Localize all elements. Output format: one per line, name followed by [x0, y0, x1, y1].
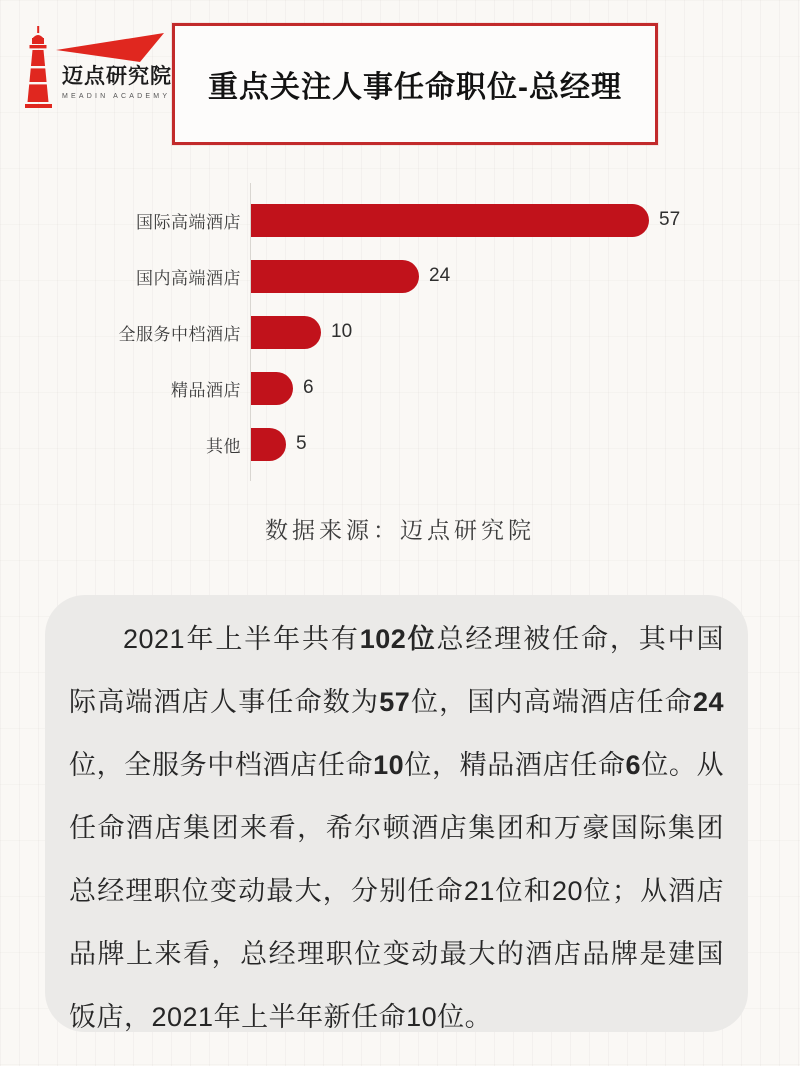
chart-row — [0, 304, 800, 360]
chart-row — [0, 248, 800, 304]
summary-bold-number: 6 — [625, 750, 642, 780]
summary-paragraph — [69, 608, 724, 1049]
bar — [251, 260, 419, 293]
brand-subtitle: MEADIN ACADEMY — [62, 93, 171, 100]
summary-text-run: 2021年上半年共有 — [123, 624, 360, 654]
bar-track — [250, 204, 800, 237]
summary-text-run: 位，国内高端酒店任命 — [410, 687, 693, 717]
value-label: 5 — [296, 433, 307, 454]
chart-row — [0, 192, 800, 248]
summary-text-run: 位，全服务中档酒店任命 — [69, 750, 374, 780]
value-label: 10 — [331, 321, 353, 342]
bar-chart — [0, 183, 800, 481]
bar — [251, 372, 293, 405]
bar — [251, 428, 286, 461]
data-source-caption: 数据来源：迈点研究院 — [265, 518, 535, 544]
category-label: 其他 — [206, 436, 241, 456]
summary-bold-number: 102位 — [359, 624, 437, 654]
brand-text — [62, 60, 172, 100]
bar-track — [250, 428, 800, 461]
summary-bold-number: 10 — [373, 750, 405, 780]
category-label: 全服务中档酒店 — [118, 324, 241, 344]
bar-track — [250, 316, 800, 349]
summary-text-run: 位。从任命酒店集团来看，希尔顿酒店集团和万豪国际集团总经理职位变动最大，分别任命21位和20位；从酒店品牌上来看，总经理职位变动最大的酒店品牌是建国饭店，2021年上半年新任命10位。 — [69, 750, 725, 1032]
summary-card — [45, 595, 748, 1032]
title-box — [172, 23, 658, 145]
bar — [251, 316, 321, 349]
bar-track — [250, 260, 800, 293]
value-label: 24 — [429, 265, 451, 286]
summary-bold-number: 24 — [692, 687, 724, 717]
bar-track — [250, 372, 800, 405]
category-label: 国际高端酒店 — [136, 212, 241, 232]
value-label: 57 — [659, 209, 681, 230]
category-label: 国内高端酒店 — [136, 268, 241, 288]
value-label: 6 — [303, 377, 314, 398]
brand-name: 迈点研究院 — [62, 65, 172, 88]
page-title: 重点关注人事任命职位-总经理 — [208, 71, 622, 104]
summary-bold-number: 57 — [379, 687, 411, 717]
chart-rows — [0, 183, 800, 481]
summary-text-run: 位，精品酒店任命 — [404, 750, 626, 780]
chart-row — [0, 360, 800, 416]
chart-row — [0, 416, 800, 472]
summary-text-run: 总经理被任命，其中国际高端酒店人事任命数为 — [69, 624, 724, 717]
brand-logo — [24, 26, 174, 110]
category-label: 精品酒店 — [171, 380, 241, 400]
bar — [251, 204, 649, 237]
